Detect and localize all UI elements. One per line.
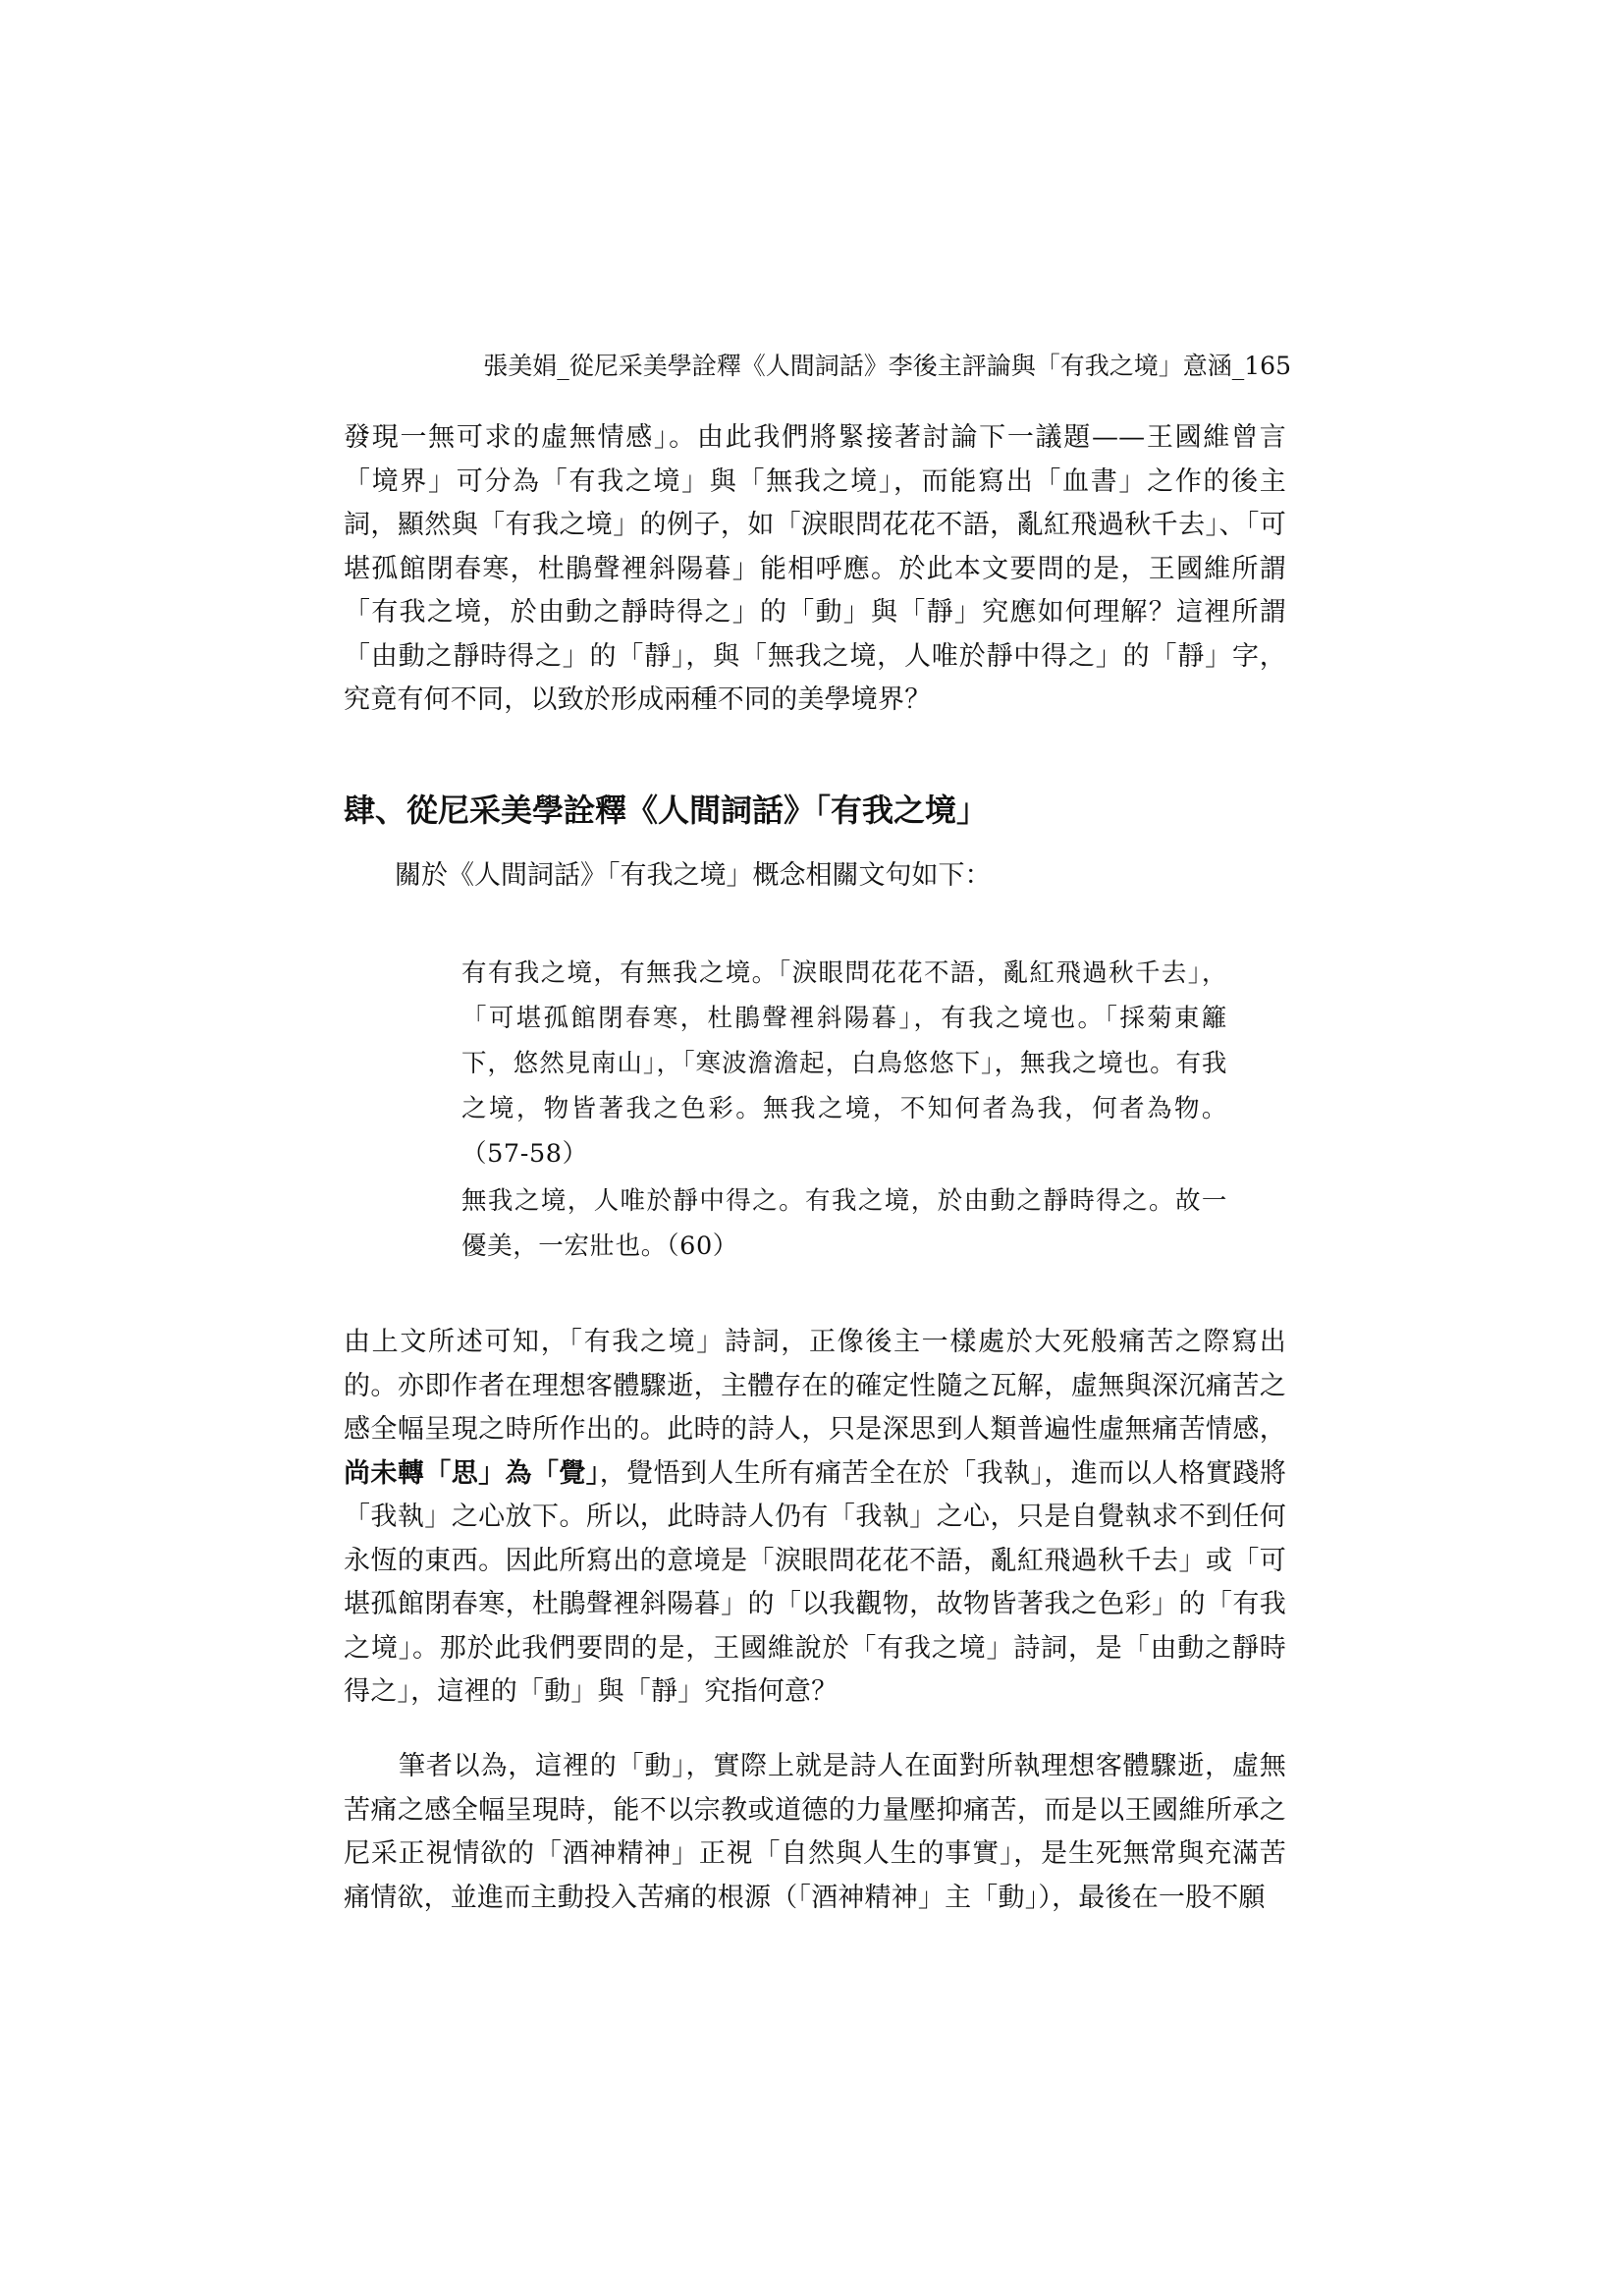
block-quote-1: 有有我之境，有無我之境。「淚眼問花花不語，亂紅飛過秋千去」，「可堪孤館閉春寒，杜鵑聲裡斜陽暮」，有我之境也。「採菊東籬下，悠然見南山」，「寒波澹澹起，白鳥悠悠下」，無我之境也。有我之境，物皆著我之色彩。無我之境，不知何者為我，何者為物。（57-58）: [461, 958, 1227, 1169]
section-heading: 肆、從尼采美學詮釋《人間詞話》「有我之境」: [344, 792, 989, 829]
author-view-paragraph: 筆者以為，這裡的「動」，實際上就是詩人在面對所執理想客體驟逝，虛無苦痛之感全幅呈現時，能不以宗教或道德的力量壓抑痛苦，而是以王國維所承之尼采正視情欲的「酒神精神」正視「自然與人生的事實」，是生死無常與充滿苦痛情欲，並進而主動投入苦痛的根源（「酒神精神」主「動」），最後在一股不願: [344, 1751, 1286, 1913]
intro-paragraph: 發現一無可求的虛無情感」。由此我們將緊接著討論下一議題——王國維曾言「境界」可分為「有我之境」與「無我之境」，而能寫出「血書」之作的後主詞，顯然與「有我之境」的例子，如「淚眼問花花不語，亂紅飛過秋千去」、「可堪孤館閉春寒，杜鵑聲裡斜陽暮」能相呼應。於此本文要問的是，王國維所謂「有我之境，於由動之靜時得之」的「動」與「靜」究應如何理解？這裡所謂「由動之靜時得之」的「靜」，與「無我之境，人唯於靜中得之」的「靜」字，究竟有何不同，以致於形成兩種不同的美學境界？: [344, 422, 1286, 715]
running-header: 張美娟_從尼采美學詮釋《人間詞話》李後主評論與「有我之境」意涵_165: [483, 352, 1291, 380]
block-quote-2: 無我之境，人唯於靜中得之。有我之境，於由動之靜時得之。故一優美，一宏壯也。（60）: [461, 1186, 1227, 1261]
quote-lead-in: 關於《人間詞話》「有我之境」概念相關文句如下：: [395, 860, 992, 891]
analysis-paragraph: [344, 1321, 1286, 1715]
analysis-emphasis: 尚未轉「思」為「覺」: [344, 1457, 600, 1489]
analysis-text-end: ，覺悟到人生所有痛苦全在於「我執」，進而以人格實踐將「我執」之心放下。所以，此時詩人仍有「我執」之心，只是自覺執求不到任何永恆的東西。因此所寫出的意境是「淚眼問花花不語，亂紅飛過秋千去」或「可堪孤館閉春寒，杜鵑聲裡斜陽暮」的「以我觀物，故物皆著我之色彩」的「有我之境」。那於此我們要問的是，王國維說於「有我之境」詩詞，是「由動之靜時得之」，這裡的「動」與「靜」究指何意？: [344, 1457, 1287, 1707]
analysis-text-start: 由上文所述可知，「有我之境」詩詞，正像後主一樣處於大死般痛苦之際寫出的。亦即作者在理想客體驟逝，主體存在的確定性隨之瓦解，虛無與深沉痛苦之感全幅呈現之時所作出的。此時的詩人，只是深思到人類普遍性虛無痛苦情感，: [344, 1327, 1286, 1445]
